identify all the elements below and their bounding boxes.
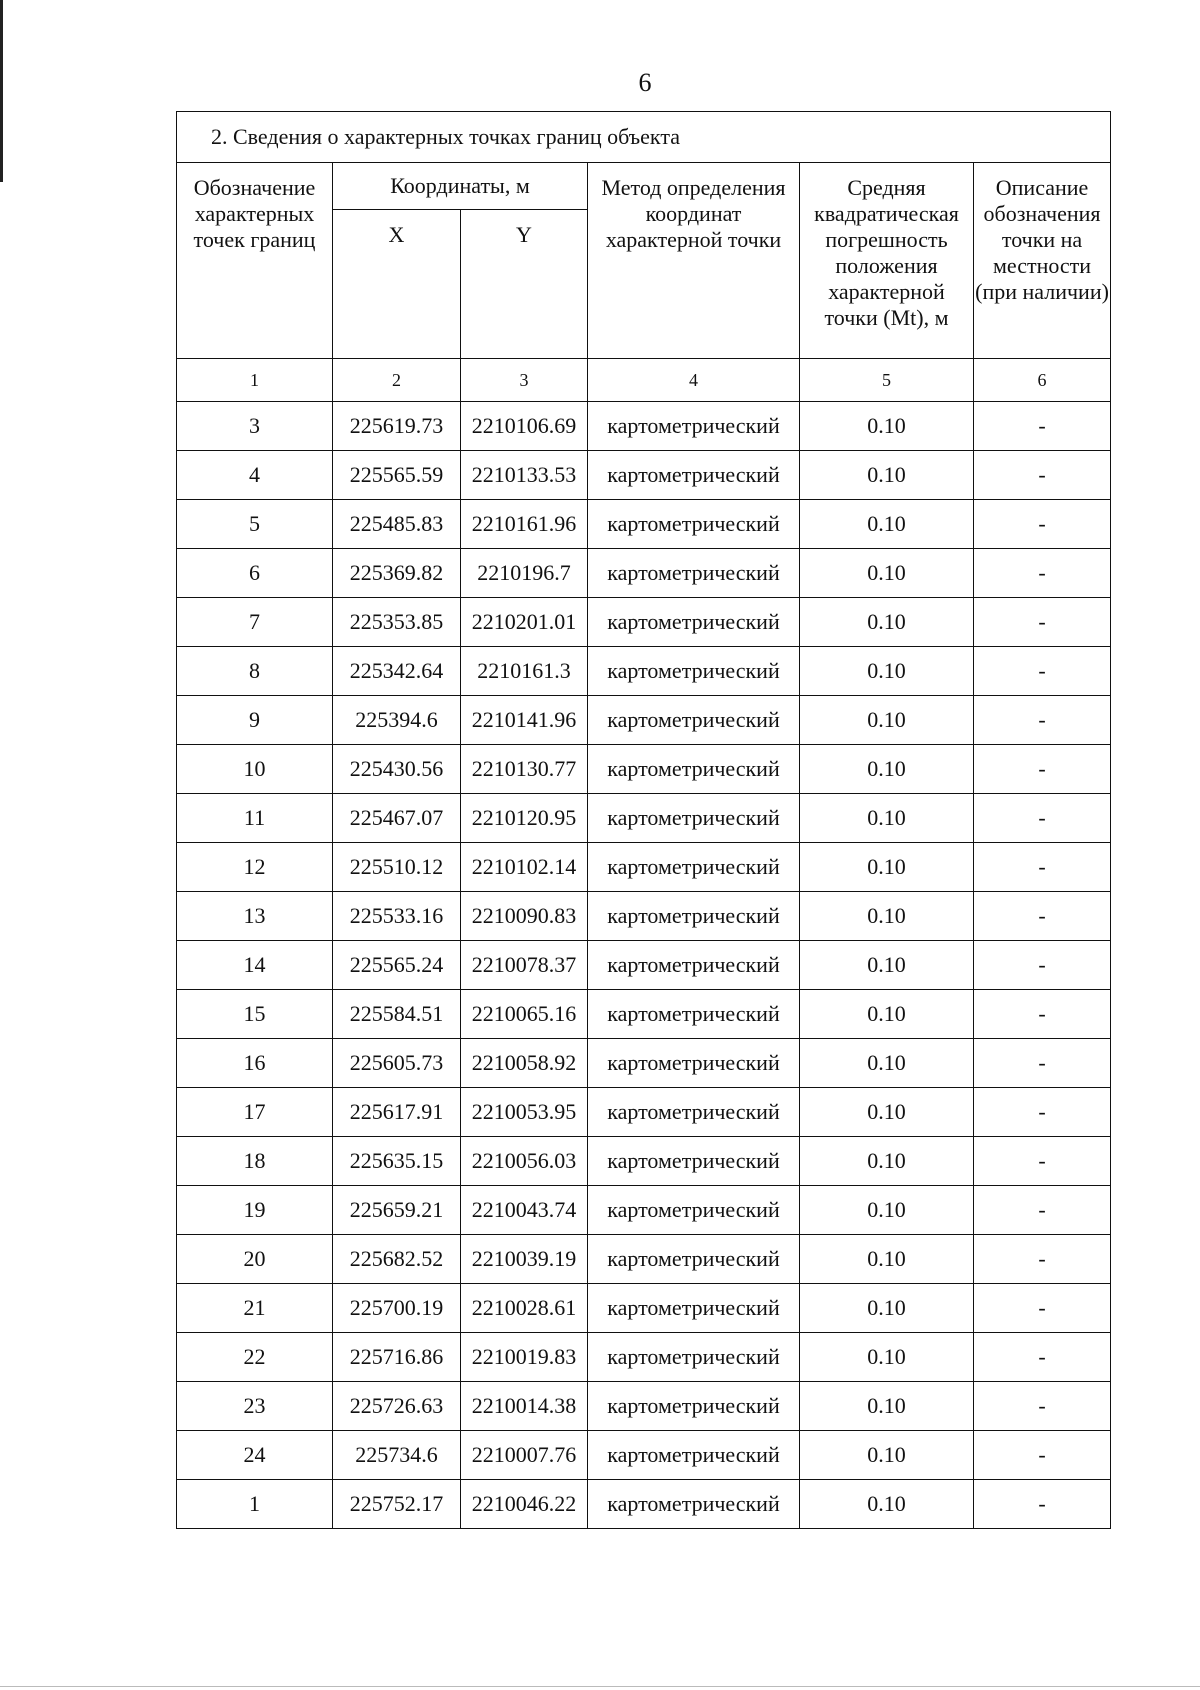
mean-error-cell: 0.10 [800,1480,974,1529]
mean-error-cell: 0.10 [800,549,974,598]
header-designation: Обозначение характерных точек границ [177,163,333,359]
y-coordinate-cell: 2210078.37 [461,941,588,990]
point-number-cell: 5 [177,500,333,549]
table-row [177,990,1111,1039]
x-coordinate-cell: 225752.17 [333,1480,461,1529]
y-coordinate-cell: 2210053.95 [461,1088,588,1137]
column-number: 5 [800,359,974,402]
x-coordinate-cell: 225353.85 [333,598,461,647]
column-number: 4 [588,359,800,402]
description-cell: - [974,549,1111,598]
x-coordinate-cell: 225467.07 [333,794,461,843]
column-number: 6 [974,359,1111,402]
point-number-cell: 22 [177,1333,333,1382]
x-coordinate-cell: 225430.56 [333,745,461,794]
method-cell: картометрический [588,1284,800,1333]
x-coordinate-cell: 225565.24 [333,941,461,990]
mean-error-cell: 0.10 [800,1284,974,1333]
table-row [177,696,1111,745]
y-coordinate-cell: 2210043.74 [461,1186,588,1235]
x-coordinate-cell: 225485.83 [333,500,461,549]
mean-error-cell: 0.10 [800,1431,974,1480]
method-cell: картометрический [588,500,800,549]
mean-error-cell: 0.10 [800,1235,974,1284]
table-row [177,1088,1111,1137]
x-coordinate-cell: 225682.52 [333,1235,461,1284]
y-coordinate-cell: 2210019.83 [461,1333,588,1382]
point-number-cell: 20 [177,1235,333,1284]
description-cell: - [974,451,1111,500]
mean-error-cell: 0.10 [800,696,974,745]
description-cell: - [974,598,1111,647]
method-cell: картометрический [588,696,800,745]
point-number-cell: 14 [177,941,333,990]
description-cell: - [974,941,1111,990]
method-cell: картометрический [588,1480,800,1529]
y-coordinate-cell: 2210196.7 [461,549,588,598]
table-title: 2. Сведения о характерных точках границ объекта [177,112,1111,163]
table-row [177,402,1111,451]
point-number-cell: 21 [177,1284,333,1333]
mean-error-cell: 0.10 [800,1088,974,1137]
x-coordinate-cell: 225635.15 [333,1137,461,1186]
header-x: X [333,210,461,359]
x-coordinate-cell: 225619.73 [333,402,461,451]
y-coordinate-cell: 2210090.83 [461,892,588,941]
x-coordinate-cell: 225700.19 [333,1284,461,1333]
table-row [177,549,1111,598]
x-coordinate-cell: 225342.64 [333,647,461,696]
mean-error-cell: 0.10 [800,500,974,549]
y-coordinate-cell: 2210130.77 [461,745,588,794]
x-coordinate-cell: 225617.91 [333,1088,461,1137]
point-number-cell: 1 [177,1480,333,1529]
point-number-cell: 3 [177,402,333,451]
description-cell: - [974,1284,1111,1333]
y-coordinate-cell: 2210065.16 [461,990,588,1039]
column-number: 1 [177,359,333,402]
point-number-cell: 13 [177,892,333,941]
mean-error-cell: 0.10 [800,647,974,696]
mean-error-cell: 0.10 [800,1039,974,1088]
table-row [177,1039,1111,1088]
description-cell: - [974,1431,1111,1480]
mean-error-cell: 0.10 [800,1333,974,1382]
x-coordinate-cell: 225726.63 [333,1382,461,1431]
x-coordinate-cell: 225510.12 [333,843,461,892]
table-row [177,1284,1111,1333]
description-cell: - [974,1382,1111,1431]
method-cell: картометрический [588,1088,800,1137]
mean-error-cell: 0.10 [800,1382,974,1431]
point-number-cell: 10 [177,745,333,794]
mean-error-cell: 0.10 [800,1137,974,1186]
boundary-points-table [176,111,1111,1529]
column-number-row [177,359,1111,402]
method-cell: картометрический [588,843,800,892]
description-cell: - [974,1235,1111,1284]
point-number-cell: 15 [177,990,333,1039]
table-row [177,1235,1111,1284]
y-coordinate-cell: 2210141.96 [461,696,588,745]
x-coordinate-cell: 225565.59 [333,451,461,500]
description-cell: - [974,745,1111,794]
x-coordinate-cell: 225533.16 [333,892,461,941]
table-row [177,941,1111,990]
table-row [177,1137,1111,1186]
mean-error-cell: 0.10 [800,1186,974,1235]
point-number-cell: 8 [177,647,333,696]
method-cell: картометрический [588,1431,800,1480]
point-number-cell: 7 [177,598,333,647]
point-number-cell: 9 [177,696,333,745]
description-cell: - [974,843,1111,892]
point-number-cell: 24 [177,1431,333,1480]
method-cell: картометрический [588,549,800,598]
description-cell: - [974,1333,1111,1382]
y-coordinate-cell: 2210007.76 [461,1431,588,1480]
table-row [177,1186,1111,1235]
x-coordinate-cell: 225659.21 [333,1186,461,1235]
column-number: 2 [333,359,461,402]
method-cell: картометрический [588,598,800,647]
x-coordinate-cell: 225605.73 [333,1039,461,1088]
mean-error-cell: 0.10 [800,990,974,1039]
method-cell: картометрический [588,451,800,500]
header-coordinates: Координаты, м [333,163,588,210]
method-cell: картометрический [588,402,800,451]
header-description: Описание обозначения точки на местности (при наличии) [974,163,1111,359]
method-cell: картометрический [588,892,800,941]
table-row [177,647,1111,696]
y-coordinate-cell: 2210046.22 [461,1480,588,1529]
x-coordinate-cell: 225369.82 [333,549,461,598]
description-cell: - [974,402,1111,451]
y-coordinate-cell: 2210201.01 [461,598,588,647]
table-row [177,1431,1111,1480]
y-coordinate-cell: 2210161.96 [461,500,588,549]
y-coordinate-cell: 2210102.14 [461,843,588,892]
x-coordinate-cell: 225716.86 [333,1333,461,1382]
table-row [177,794,1111,843]
point-number-cell: 11 [177,794,333,843]
x-coordinate-cell: 225734.6 [333,1431,461,1480]
table-row [177,451,1111,500]
method-cell: картометрический [588,794,800,843]
method-cell: картометрический [588,1039,800,1088]
point-number-cell: 17 [177,1088,333,1137]
method-cell: картометрический [588,1137,800,1186]
method-cell: картометрический [588,1235,800,1284]
table-row [177,892,1111,941]
description-cell: - [974,892,1111,941]
y-coordinate-cell: 2210161.3 [461,647,588,696]
description-cell: - [974,647,1111,696]
header-mean-error: Средняя квадратическая погрешность положения характерной точки (Mt), м [800,163,974,359]
table-row [177,1333,1111,1382]
method-cell: картометрический [588,1333,800,1382]
y-coordinate-cell: 2210014.38 [461,1382,588,1431]
table-row [177,843,1111,892]
mean-error-cell: 0.10 [800,745,974,794]
method-cell: картометрический [588,1382,800,1431]
header-method: Метод определения координат характерной точки [588,163,800,359]
description-cell: - [974,990,1111,1039]
y-coordinate-cell: 2210039.19 [461,1235,588,1284]
description-cell: - [974,1186,1111,1235]
mean-error-cell: 0.10 [800,892,974,941]
point-number-cell: 18 [177,1137,333,1186]
column-number: 3 [461,359,588,402]
x-coordinate-cell: 225394.6 [333,696,461,745]
description-cell: - [974,1039,1111,1088]
y-coordinate-cell: 2210056.03 [461,1137,588,1186]
table-row [177,745,1111,794]
method-cell: картометрический [588,1186,800,1235]
description-cell: - [974,500,1111,549]
y-coordinate-cell: 2210058.92 [461,1039,588,1088]
x-coordinate-cell: 225584.51 [333,990,461,1039]
mean-error-cell: 0.10 [800,451,974,500]
table-row [177,1480,1111,1529]
description-cell: - [974,1137,1111,1186]
mean-error-cell: 0.10 [800,941,974,990]
y-coordinate-cell: 2210028.61 [461,1284,588,1333]
page-number: 6 [638,68,652,97]
point-number-cell: 6 [177,549,333,598]
mean-error-cell: 0.10 [800,402,974,451]
method-cell: картометрический [588,647,800,696]
table-row [177,1382,1111,1431]
description-cell: - [974,794,1111,843]
y-coordinate-cell: 2210133.53 [461,451,588,500]
point-number-cell: 19 [177,1186,333,1235]
description-cell: - [974,1480,1111,1529]
description-cell: - [974,696,1111,745]
mean-error-cell: 0.10 [800,598,974,647]
method-cell: картометрический [588,941,800,990]
table-row [177,500,1111,549]
mean-error-cell: 0.10 [800,843,974,892]
y-coordinate-cell: 2210120.95 [461,794,588,843]
mean-error-cell: 0.10 [800,794,974,843]
point-number-cell: 12 [177,843,333,892]
method-cell: картометрический [588,990,800,1039]
method-cell: картометрический [588,745,800,794]
point-number-cell: 23 [177,1382,333,1431]
point-number-cell: 4 [177,451,333,500]
y-coordinate-cell: 2210106.69 [461,402,588,451]
table-body [177,402,1111,1529]
scan-bottom-edge [0,1686,1200,1687]
table-row [177,598,1111,647]
point-number-cell: 16 [177,1039,333,1088]
description-cell: - [974,1088,1111,1137]
header-y: Y [461,210,588,359]
